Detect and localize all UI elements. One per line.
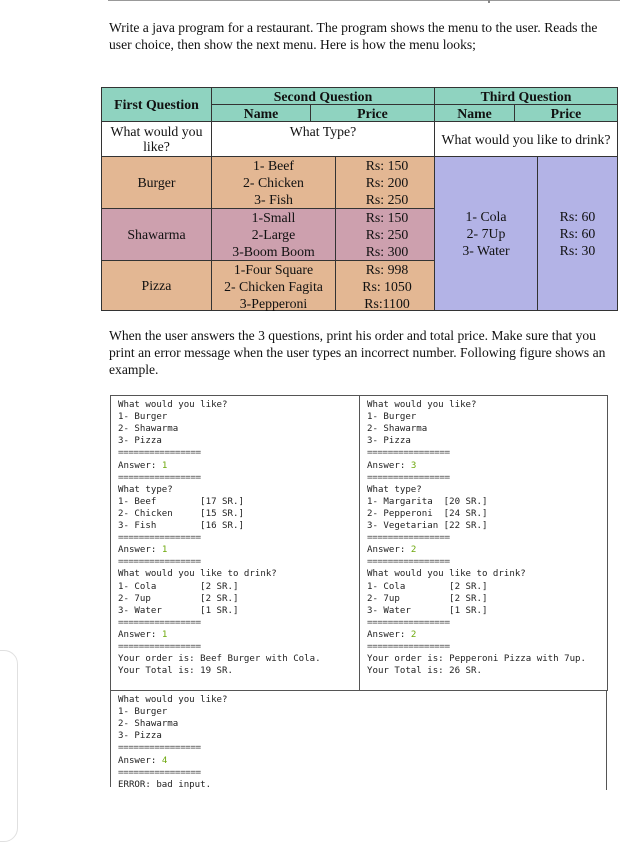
intro-paragraph: Write a java program for a restaurant. The program shows the menu to the user. Reads the user choice, then show the next menu. Here is how the menu looks; [109, 20, 598, 52]
console-example-error [110, 690, 608, 790]
pizza-item: 2- Chicken Fagita [224, 279, 323, 294]
console-answer-line [118, 460, 167, 472]
burger-prices-cell [335, 156, 435, 209]
question-2-cell: What Type? [211, 121, 435, 157]
console-line: What would you like? [367, 400, 477, 410]
console-line: What would you like to drink? [367, 569, 526, 580]
question-1-cell: What would you like? [101, 121, 212, 157]
shawarma-item: 3-Boom Boom [232, 244, 315, 259]
header-third-question: Third Question [434, 87, 618, 105]
console-line: Your Total is: 26 SR. [367, 666, 482, 677]
console-line: What would you like to drink? [118, 569, 277, 580]
shawarma-item: 2-Large [251, 227, 296, 242]
console-separator: ================ [118, 642, 201, 652]
console-line: 3- Vegetarian [22 SR.] [367, 521, 488, 531]
header-second-price: Price [310, 104, 435, 122]
console-line: 1- Burger [118, 412, 168, 423]
pizza-price: Rs: 1050 [362, 279, 412, 294]
pizza-prices-cell [335, 260, 435, 311]
answer-label: Answer: [367, 460, 411, 471]
console-line: Your order is: Beef Burger with Cola. [118, 654, 321, 665]
console-line: What type? [367, 484, 422, 495]
drinks-prices-cell [537, 156, 618, 311]
burger-price: Rs: 250 [365, 192, 409, 207]
console-line: 1- Margarita [20 SR.] [367, 496, 488, 507]
console-line: ERROR: bad input. [118, 779, 212, 790]
console-line: 3- Water [1 SR.] [367, 605, 488, 616]
drink-price: Rs: 60 [559, 209, 596, 224]
console-line: 3- Water [1 SR.] [118, 605, 239, 616]
header-third-price: Price [514, 104, 618, 122]
console-line: 1- Burger [367, 412, 417, 423]
category-shawarma: Shawarma [101, 208, 212, 261]
console-answer-line [367, 629, 416, 641]
console-separator: ================ [367, 448, 450, 459]
console-line: 3- Pizza [118, 436, 162, 447]
answer-value: 4 [161, 755, 168, 766]
header-second-name: Name [211, 104, 311, 122]
console-line: 3- Pizza [367, 436, 411, 447]
console-separator: ================ [118, 448, 201, 459]
console-line: 2- 7up [2 SR.] [367, 593, 488, 604]
console-line: 2- Chicken [15 SR.] [118, 508, 244, 519]
console-separator: ================ [367, 533, 450, 544]
drink-item: 1- Cola [465, 209, 507, 224]
drink-price: Rs: 60 [559, 226, 596, 241]
shawarma-price: Rs: 300 [365, 244, 409, 259]
console-line: 2- Shawarma [118, 424, 179, 435]
burger-item: 2- Chicken [243, 175, 304, 190]
drinks-names-cell [434, 156, 538, 311]
answer-label: Answer: [118, 545, 162, 556]
side-panel-edge [0, 650, 18, 842]
pizza-items-cell [211, 260, 336, 311]
answer-value: 2 [410, 629, 417, 640]
answer-label: Answer: [367, 629, 411, 640]
burger-price: Rs: 150 [365, 158, 409, 173]
console-answer-line [118, 629, 167, 641]
answer-value: 1 [161, 629, 168, 640]
category-burger: Burger [101, 156, 212, 209]
menu-table [101, 87, 618, 311]
burger-item: 3- Fish [254, 192, 293, 207]
console-separator: ================ [367, 472, 450, 483]
console-separator: ================ [118, 767, 201, 778]
console-separator: ================ [118, 557, 201, 568]
answer-value: 1 [161, 460, 168, 471]
page-top-tick [488, 0, 490, 3]
console-line: What would you like? [118, 695, 228, 705]
header-first-question: First Question [101, 87, 212, 122]
category-pizza: Pizza [101, 260, 212, 311]
burger-price: Rs: 200 [365, 175, 409, 190]
console-separator: ================ [118, 533, 201, 544]
console-right-edge [606, 690, 607, 790]
console-line: 1- Burger [118, 707, 168, 718]
answer-value: 2 [410, 545, 417, 556]
shawarma-item: 1-Small [251, 210, 296, 225]
answer-value: 3 [410, 460, 417, 471]
console-line: Your Total is: 19 SR. [118, 666, 233, 677]
console-separator: ================ [367, 557, 450, 568]
console-answer-line [118, 544, 167, 556]
console-answer-line [367, 544, 416, 556]
console-example-beef-burger [110, 395, 360, 691]
console-line: 3- Pizza [118, 731, 162, 742]
console-line: 2- Shawarma [118, 719, 179, 730]
console-example-pepperoni-pizza [359, 395, 608, 691]
drink-item: 2- 7Up [466, 226, 506, 241]
pizza-price: Rs: 998 [365, 262, 409, 277]
drink-item: 3- Water [462, 243, 510, 258]
console-line: What would you like? [118, 400, 228, 410]
console-line: 1- Cola [2 SR.] [118, 581, 239, 592]
answer-label: Answer: [118, 755, 162, 766]
answer-label: Answer: [367, 545, 411, 556]
console-separator: ================ [118, 472, 201, 483]
console-line: 2- 7up [2 SR.] [118, 593, 239, 604]
console-separator: ================ [118, 617, 201, 628]
console-separator: ================ [367, 642, 450, 652]
pizza-price: Rs:1100 [364, 296, 410, 311]
header-third-name: Name [434, 104, 515, 122]
console-line: 2- Shawarma [367, 424, 428, 435]
burger-items-cell [211, 156, 336, 209]
answer-value: 1 [161, 545, 168, 556]
console-line: 1- Cola [2 SR.] [367, 581, 488, 592]
page-top-border [108, 0, 620, 7]
shawarma-price: Rs: 250 [365, 227, 409, 242]
console-line: 1- Beef [17 SR.] [118, 496, 244, 507]
question-3-cell: What would you like to drink? [434, 121, 618, 157]
pizza-item: 1-Four Square [233, 262, 314, 277]
answer-label: Answer: [118, 460, 162, 471]
shawarma-prices-cell [335, 208, 435, 261]
console-answer-line [367, 460, 416, 472]
drink-price: Rs: 30 [559, 243, 596, 258]
console-line: 2- Pepperoni [24 SR.] [367, 508, 488, 519]
console-separator: ================ [367, 617, 450, 628]
pizza-item: 3-Pepperoni [239, 296, 308, 311]
console-separator: ================ [118, 743, 201, 754]
instructions-paragraph: When the user answers the 3 questions, print his order and total price. Make sure that you print an error message when the user types an incorrect number. Following figure shows an example. [109, 328, 606, 377]
console-line: Your order is: Pepperoni Pizza with 7up. [367, 654, 586, 665]
console-line: What type? [118, 484, 173, 495]
shawarma-price: Rs: 150 [365, 210, 409, 225]
burger-item: 1- Beef [253, 158, 294, 173]
shawarma-items-cell [211, 208, 336, 261]
answer-label: Answer: [118, 629, 162, 640]
header-second-question: Second Question [211, 87, 435, 105]
console-answer-line [118, 755, 167, 767]
console-line: 3- Fish [16 SR.] [118, 521, 244, 531]
